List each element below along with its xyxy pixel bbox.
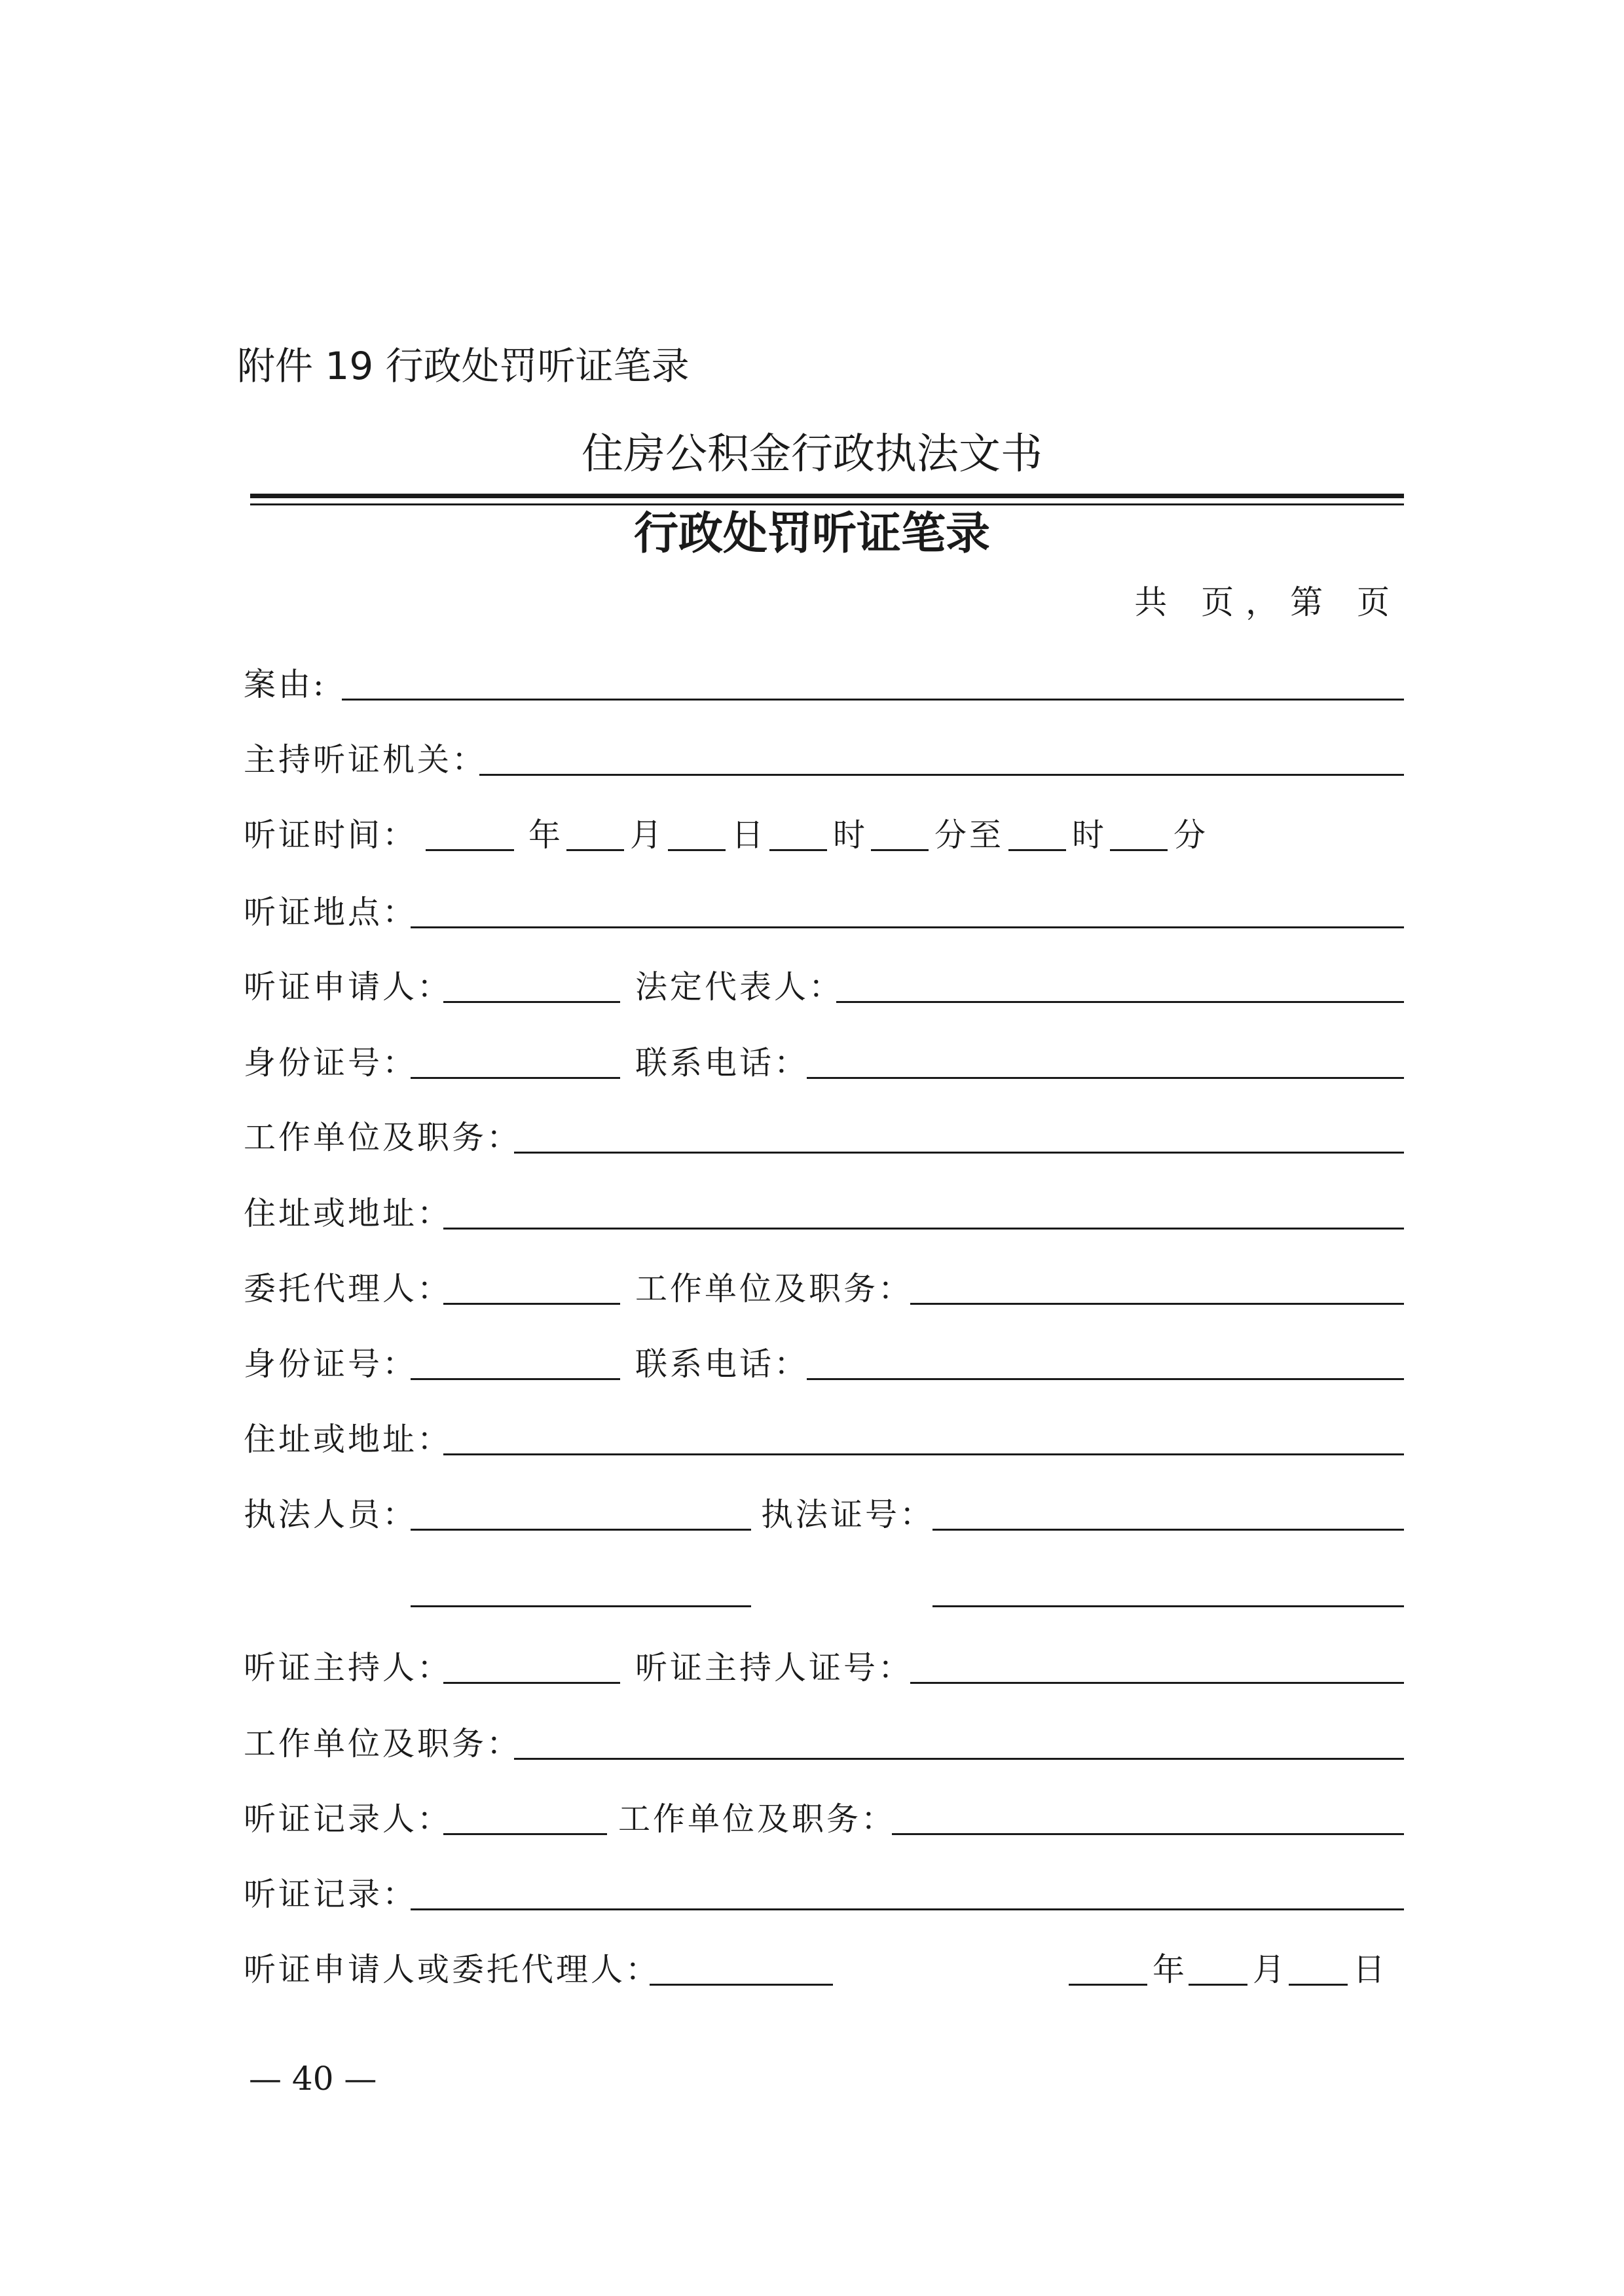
agent-phone-blank[interactable]	[807, 1378, 1404, 1380]
applicant-phone-label: 联系电话：	[635, 1044, 809, 1082]
law-enforcers-label: 执法人员：	[244, 1496, 418, 1533]
recorder-blank[interactable]	[443, 1833, 607, 1835]
applicant-address-blank[interactable]	[443, 1228, 1404, 1230]
row-law-enforcers	[244, 1465, 1409, 1531]
sign-day-blank[interactable]	[1289, 1984, 1348, 1986]
applicant-address-label: 住址或地址：	[244, 1195, 452, 1232]
hearing-month-blank[interactable]	[566, 849, 624, 851]
agent-work-blank[interactable]	[910, 1303, 1404, 1305]
host-work-blank[interactable]	[514, 1758, 1404, 1760]
row-agent-id	[244, 1315, 1409, 1383]
hearing-record-label: 听证记录：	[244, 1876, 418, 1913]
law-enforcer-1-blank[interactable]	[411, 1529, 751, 1531]
unit-day: 日	[731, 816, 767, 854]
hearing-start-hour-blank[interactable]	[769, 849, 827, 851]
agent-phone-label: 联系电话：	[635, 1345, 809, 1383]
appendix-label: 附件 19 行政处罚听证笔录	[237, 344, 690, 388]
hearing-record-blank[interactable]	[411, 1908, 1404, 1910]
case-reason-label: 案由:	[244, 666, 327, 703]
recorder-label: 听证记录人：	[244, 1800, 452, 1838]
recorder-work-blank[interactable]	[892, 1833, 1404, 1835]
footer-page-number: — 40 —	[249, 2060, 377, 2098]
host-cert-blank[interactable]	[910, 1682, 1404, 1684]
applicant-work-blank[interactable]	[514, 1152, 1404, 1154]
signature-label: 听证申请人或委托代理人：	[244, 1951, 661, 1988]
agent-id-label: 身份证号：	[244, 1345, 418, 1383]
enforcement-cert-1-blank[interactable]	[932, 1529, 1404, 1531]
applicant-work-label: 工作单位及职务：	[244, 1119, 522, 1156]
applicant-label: 听证申请人：	[244, 968, 452, 1006]
applicant-blank[interactable]	[443, 1001, 620, 1003]
row-hearing-host	[244, 1618, 1409, 1684]
hearing-end-hour-blank[interactable]	[1008, 849, 1066, 851]
hearing-end-minute-blank[interactable]	[1110, 849, 1168, 851]
legal-rep-label: 法定代表人：	[635, 968, 844, 1006]
row-applicant-address	[244, 1164, 1409, 1230]
applicant-phone-blank[interactable]	[807, 1077, 1404, 1079]
sign-year-blank[interactable]	[1069, 1984, 1147, 1986]
signature-blank[interactable]	[650, 1984, 833, 1986]
unit-hour-end: 时	[1072, 816, 1107, 854]
enforcement-cert-2-blank[interactable]	[932, 1605, 1404, 1607]
sign-unit-year: 年	[1153, 1951, 1188, 1988]
agent-label: 委托代理人：	[244, 1270, 452, 1307]
case-reason-blank[interactable]	[342, 699, 1404, 701]
title-divider-thin	[250, 503, 1404, 505]
title-divider-thick	[250, 494, 1404, 498]
hearing-location-label: 听证地点：	[244, 894, 418, 931]
row-host-work	[244, 1694, 1409, 1760]
row-hearing-record	[244, 1845, 1409, 1913]
agent-work-label: 工作单位及职务：	[635, 1270, 913, 1307]
row-applicant-work	[244, 1088, 1409, 1154]
unit-hour: 时	[833, 816, 868, 854]
row-law-enforcers-2	[244, 1542, 1409, 1607]
row-recorder	[244, 1770, 1409, 1838]
row-agent	[244, 1239, 1409, 1305]
document-title: 行政处罚听证笔录	[633, 508, 990, 560]
row-hearing-time	[244, 786, 1409, 854]
host-cert-label: 听证主持人证号：	[635, 1649, 913, 1686]
unit-minute: 分	[1173, 816, 1209, 854]
agent-blank[interactable]	[443, 1303, 620, 1305]
hearing-host-blank[interactable]	[443, 1682, 620, 1684]
page-count: 共 页，第 页	[1134, 583, 1401, 621]
row-applicant-id	[244, 1013, 1409, 1082]
row-hearing-authority	[244, 710, 1409, 776]
applicant-id-blank[interactable]	[411, 1077, 620, 1079]
agent-address-blank[interactable]	[443, 1453, 1404, 1455]
hearing-start-minute-blank[interactable]	[871, 849, 929, 851]
unit-year: 年	[528, 816, 564, 854]
recorder-work-label: 工作单位及职务：	[618, 1800, 896, 1838]
hearing-time-label: 听证时间：	[244, 816, 418, 854]
sign-month-blank[interactable]	[1189, 1984, 1247, 1986]
document-series-title: 住房公积金行政执法文书	[581, 430, 1043, 479]
row-agent-address	[244, 1390, 1409, 1458]
applicant-id-label: 身份证号：	[244, 1044, 418, 1082]
hearing-year-blank[interactable]	[426, 849, 514, 851]
agent-id-blank[interactable]	[411, 1378, 620, 1380]
sign-unit-day: 日	[1353, 1951, 1388, 1988]
row-case-reason	[244, 635, 1409, 701]
hearing-authority-blank[interactable]	[479, 774, 1404, 776]
law-enforcer-2-blank[interactable]	[411, 1605, 751, 1607]
hearing-host-label: 听证主持人：	[244, 1649, 452, 1686]
unit-minute-to: 分至	[934, 816, 1005, 854]
row-signature	[244, 1920, 1409, 1986]
host-work-label: 工作单位及职务：	[244, 1725, 522, 1762]
row-hearing-location	[244, 863, 1409, 931]
hearing-day-blank[interactable]	[668, 849, 726, 851]
unit-month: 月	[630, 816, 665, 854]
hearing-authority-label: 主持听证机关：	[244, 741, 487, 778]
enforcement-cert-label: 执法证号：	[761, 1496, 935, 1533]
sign-unit-month: 月	[1253, 1951, 1288, 1988]
hearing-location-blank[interactable]	[411, 926, 1404, 928]
legal-rep-blank[interactable]	[836, 1001, 1404, 1003]
agent-address-label: 住址或地址：	[244, 1421, 452, 1458]
row-applicant	[244, 938, 1409, 1006]
